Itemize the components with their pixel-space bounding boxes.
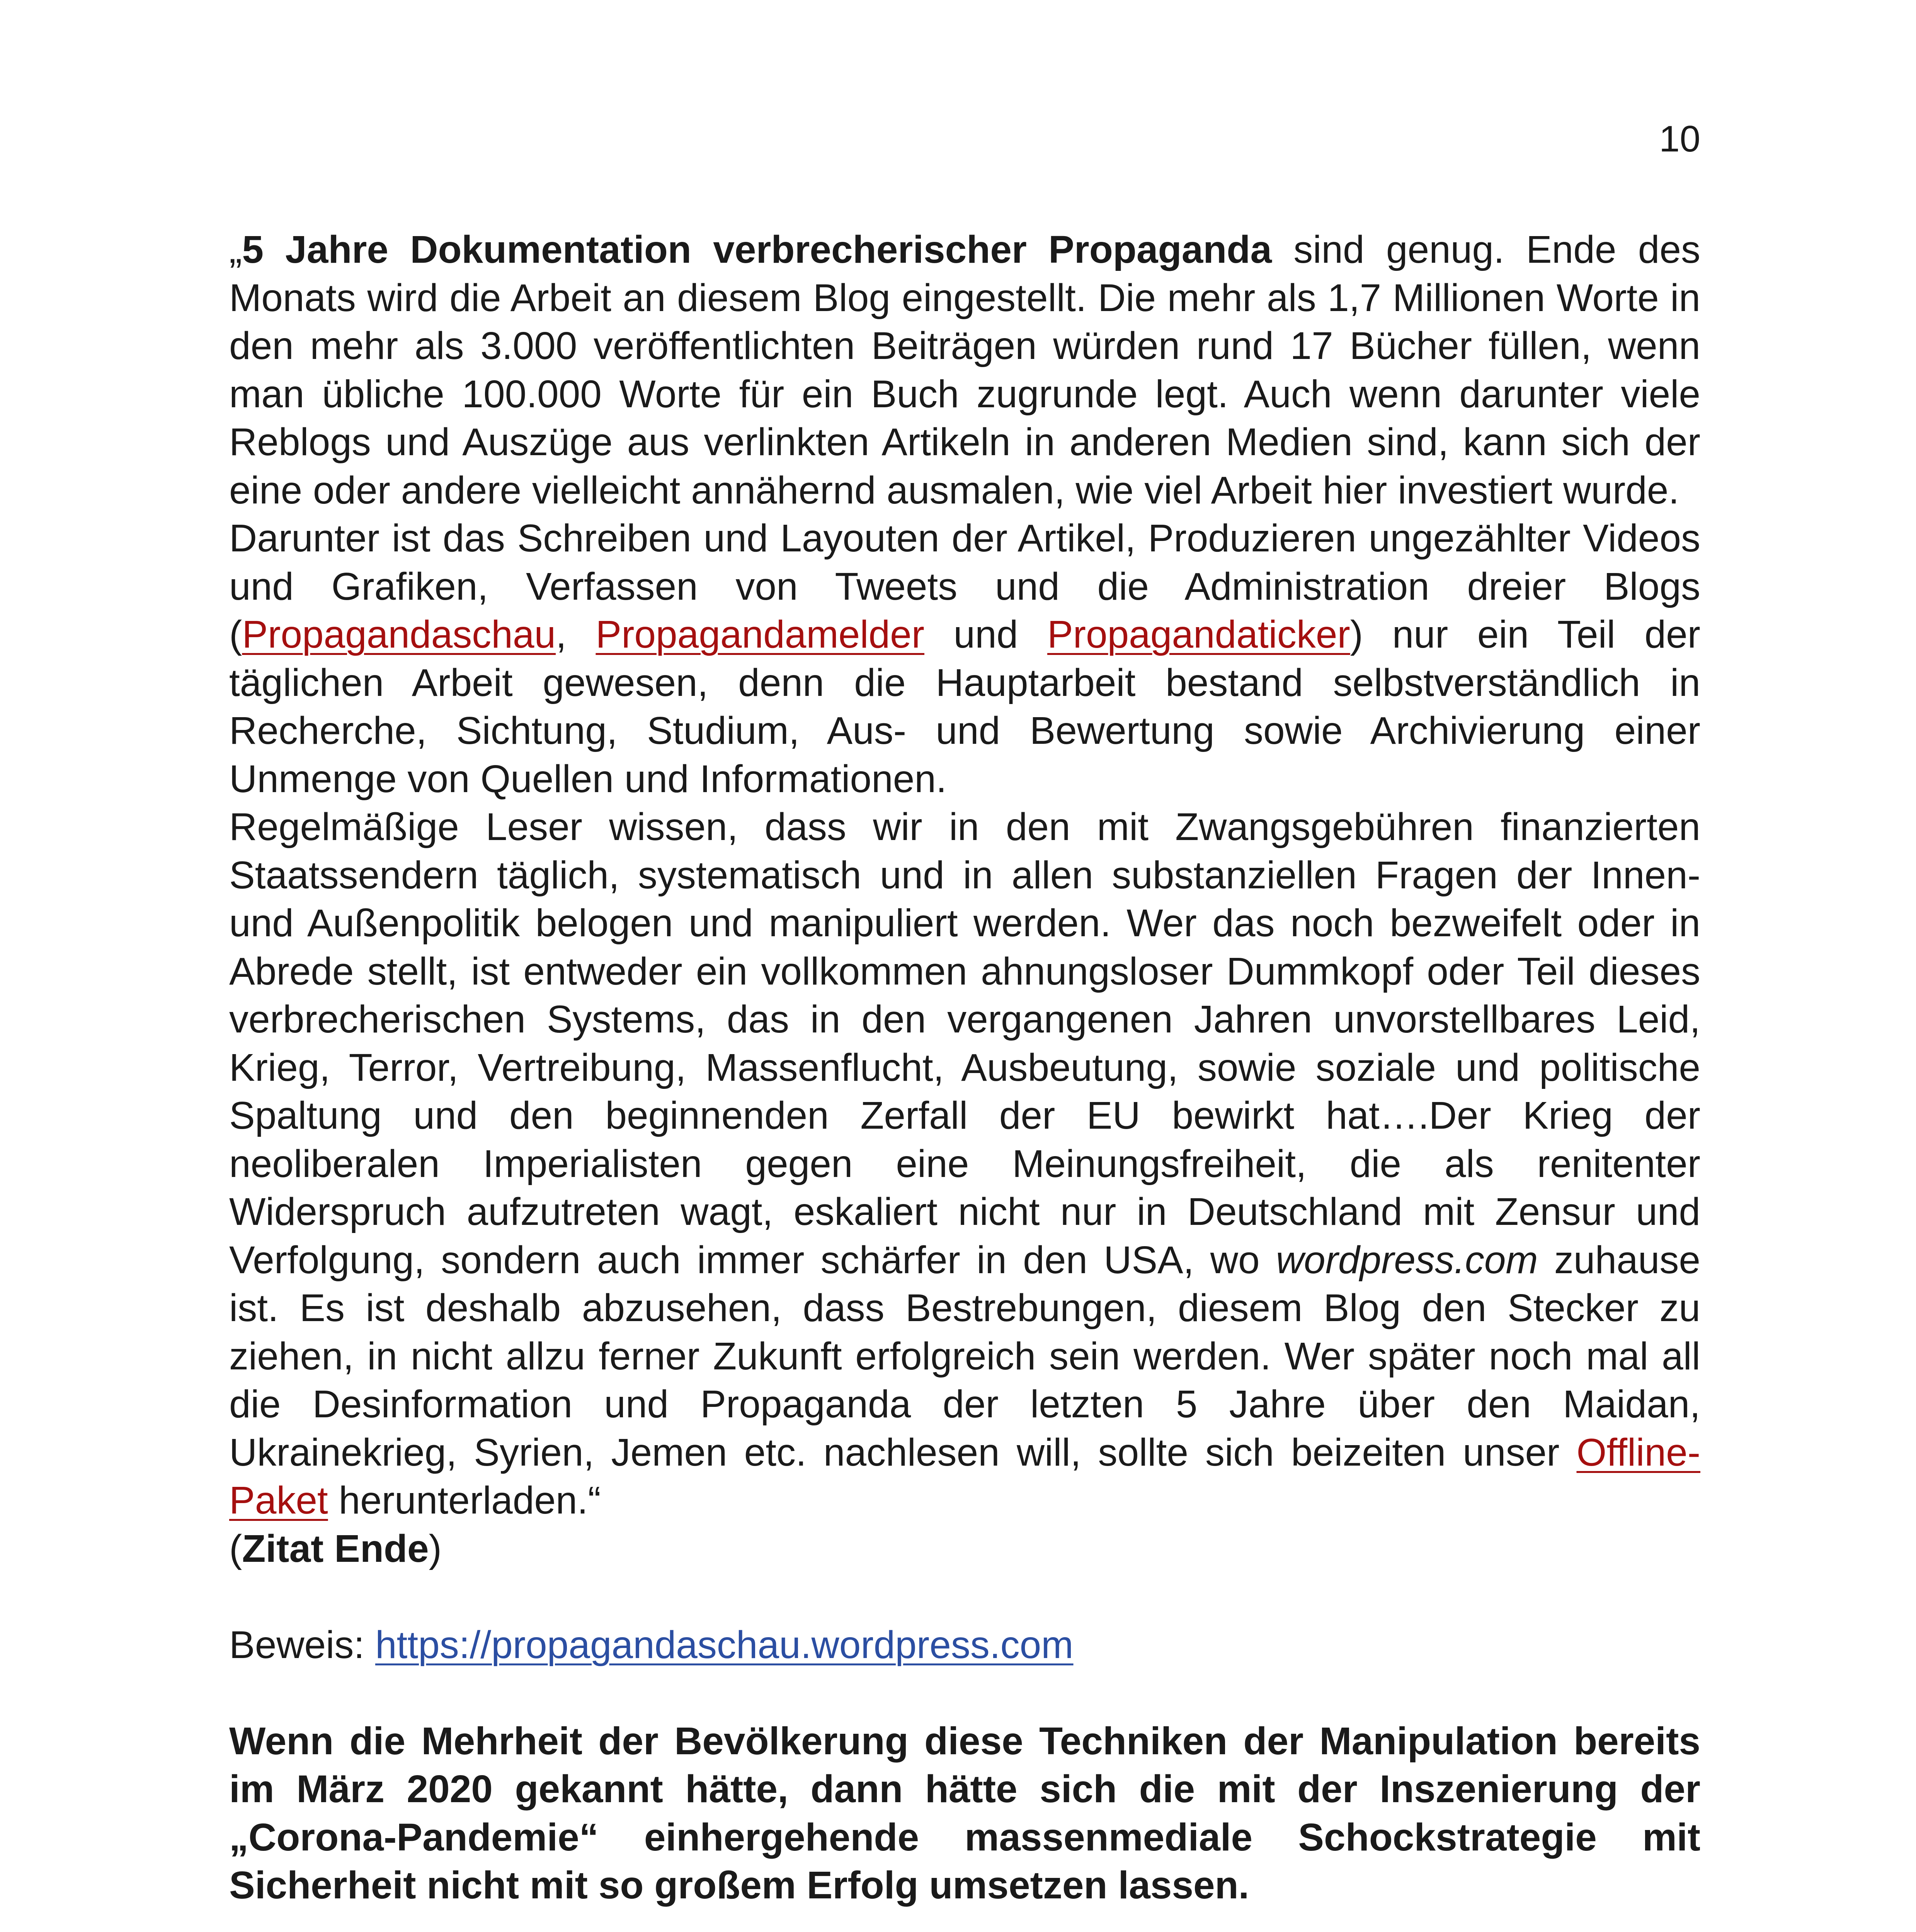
spacer (229, 1910, 1700, 1932)
spacer (229, 1669, 1700, 1717)
quote-end-label: Zitat Ende (242, 1527, 429, 1570)
link-offline-paket[interactable]: Offline-Paket (229, 1430, 1700, 1522)
quote-paragraph-2-text-a: Darunter ist das Schreiben und Layouten der Artikel, Produzieren ungezählter Videos und Grafiken, Verfassen von Tweets und die Administration dreier Blogs ( (229, 517, 1700, 656)
quote-paragraph-2 (229, 514, 1700, 803)
link-propagandamelder[interactable]: Propagandamelder (596, 613, 925, 656)
quote-end-marker (229, 1525, 1700, 1573)
proof-url-link[interactable]: https://propagandaschau.wordpress.com (375, 1623, 1074, 1667)
quote-lead-bold: 5 Jahre Dokumentation verbrecherischer Propaganda (242, 228, 1272, 271)
link-propagandaschau[interactable]: Propagandaschau (242, 613, 556, 656)
quote-paragraph-3-end: herunterladen.“ (328, 1479, 601, 1522)
quote-paragraph-3 (229, 803, 1700, 1525)
proof-label: Beweis: (229, 1623, 375, 1667)
spacer (229, 1573, 1700, 1621)
proof-line (229, 1621, 1700, 1669)
quote-paragraph-3-text-a: Regelmäßige Leser wissen, dass wir in den mit Zwangsgebühren finanzierten Staatssendern täglich, systematisch und in allen substanziellen Fragen der Innen- und Außenpolitik belogen und manipuliert werden. Wer das noch bezweifelt oder in Abrede stellt, ist entweder ein vollkommen ahnungsloser Dummkopf oder Teil dieses verbrecherischen Systems, das in den vergangenen Jahren unvorstellbares Leid, Krieg, Terror, Vertreibung, Massenflucht, Ausbeutung, sowie soziale und politische Spaltung und den beginnenden Zerfall der EU bewirkt hat….Der Krieg der neoliberalen Imperialisten gegen eine Meinungsfreiheit, die als renitenter Widerspruch aufzutreten wagt, eskaliert nicht nur in Deutschland mit Zensur und Verfolgung, sondern auch immer schärfer in den USA, wo (229, 805, 1700, 1282)
wordpress-domain-italic: wordpress.com (1276, 1238, 1538, 1282)
link-propagandaticker[interactable]: Propagandaticker (1047, 613, 1350, 656)
quote-end-paren-close: ) (429, 1527, 442, 1570)
page-number: 10 (1659, 118, 1700, 160)
bold-statement (229, 1717, 1700, 1910)
quote-paragraph-2-text-b: ) nur ein Teil der täglichen Arbeit gewesen, denn die Hauptarbeit bestand selbstverständlich in Recherche, Sichtung, Studium, Aus- und Bewertung sowie Archivierung einer Unmenge von Quellen und Informationen. (229, 613, 1700, 801)
link-separator-2: und (924, 613, 1047, 656)
link-separator-1: , (556, 613, 596, 656)
quote-paragraph-1 (229, 226, 1700, 514)
quote-paragraph-1-text: sind genug. Ende des Monats wird die Arbeit an diesem Blog eingestellt. Die mehr als 1,7 Millionen Worte in den mehr als 3.000 veröffentlichten Beiträgen würden rund 17 Bücher füllen, wenn man übliche 100.000 Worte für ein Buch zugrunde legt. Auch wenn darunter viele Reblogs und Auszüge aus verlinkten Artikeln in anderen Medien sind, kann sich der eine oder andere vielleicht annähernd ausmalen, wie viel Arbeit hier investiert wurde. (229, 228, 1700, 512)
bold-statement-text: Wenn die Mehrheit der Bevölkerung diese Techniken der Manipulation bereits im März 2020 gekannt hätte, dann hätte sich die mit der Inszenierung der „Corona-Pandemie“ einhergehende massenmediale Schockstrategie mit Sicherheit nicht mit so großem Erfolg umsetzen lassen. (229, 1719, 1700, 1907)
quote-end-paren-open: ( (229, 1527, 242, 1570)
quote-open-mark: „ (229, 228, 242, 271)
quote-paragraph-3-text-b: zuhause ist. Es ist deshalb abzusehen, dass Bestrebungen, diesem Blog den Stecker zu ziehen, in nicht allzu ferner Zukunft erfolgreich sein werden. Wer später noch mal all die Desinformation und Propaganda der letzten 5 Jahre über den Maidan, Ukrainekrieg, Syrien, Jemen etc. nachlesen will, sollte sich beizeiten unser (229, 1238, 1700, 1474)
page-body (229, 226, 1700, 1932)
